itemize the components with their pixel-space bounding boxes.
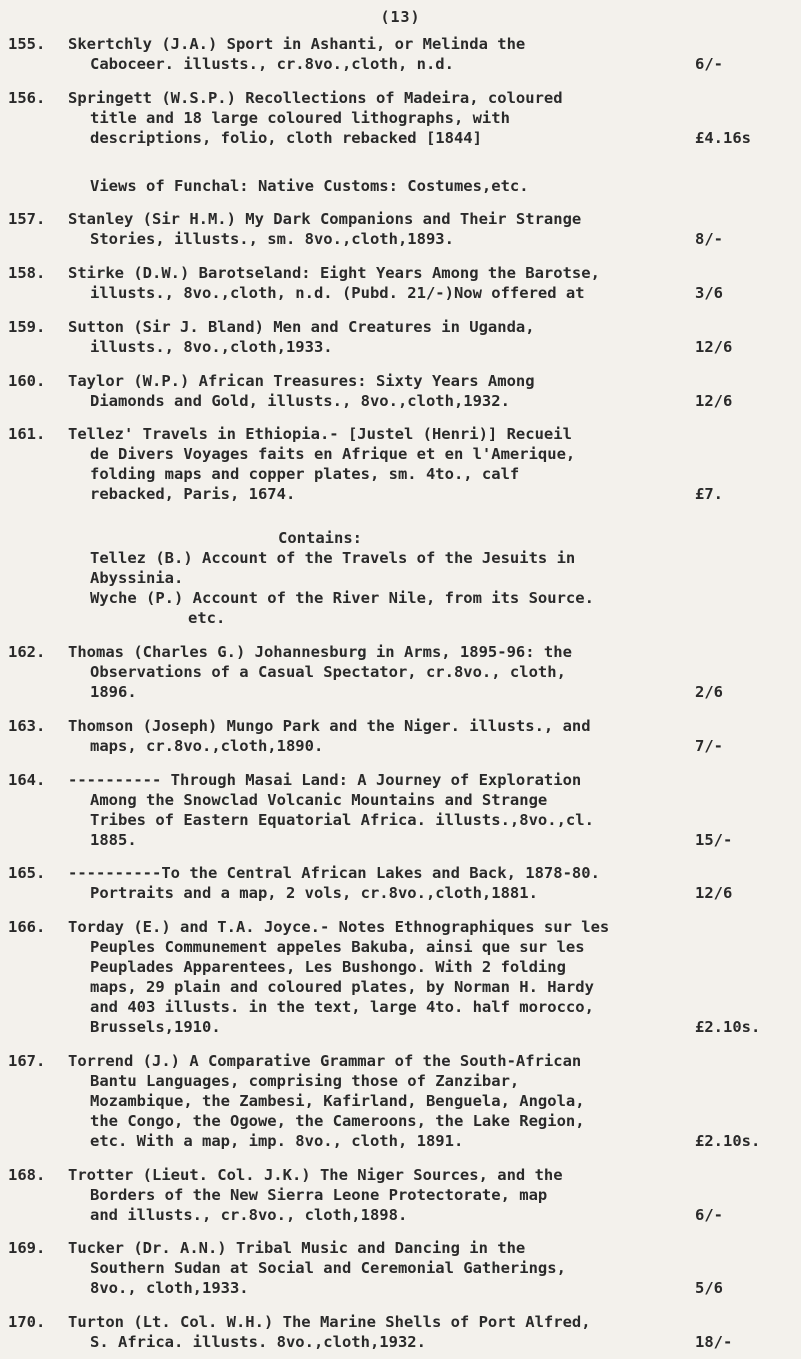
entry-line: etc. With a map, imp. 8vo., cloth, 1891. xyxy=(90,1131,464,1150)
entry-line: Tribes of Eastern Equatorial Africa. illusts.,8vo.,cl. xyxy=(90,810,594,829)
entry-line: and illusts., cr.8vo., cloth,1898. xyxy=(90,1205,408,1224)
entry-line: Stories, illusts., sm. 8vo.,cloth,1893. xyxy=(90,230,454,249)
entry-description xyxy=(68,917,693,1037)
entry-price: 5/6 xyxy=(695,1279,723,1298)
entry-line: S. Africa. illusts. 8vo.,cloth,1932. xyxy=(90,1333,426,1351)
entry-line: Skertchly (J.A.) Sport in Ashanti, or Melinda the xyxy=(68,35,526,53)
entry-line: Stanley (Sir H.M.) My Dark Companions and Their Strange xyxy=(68,210,582,229)
entry-price: 3/6 xyxy=(695,284,723,303)
entry-line: Portraits and a map, 2 vols, cr.8vo.,cloth,1881. xyxy=(90,884,538,903)
entry-price: 12/6 xyxy=(695,884,733,903)
entry-line: ---------- Through Masai Land: A Journey of Exploration xyxy=(68,770,582,789)
entry-number: 166. xyxy=(8,918,46,937)
contains-line: Abyssinia. xyxy=(90,569,184,588)
entry-line: and 403 illusts. in the text, large 4to. half morocco, xyxy=(90,998,594,1017)
entry-line: title and 18 large coloured lithographs, with xyxy=(90,108,510,127)
entry-description xyxy=(68,209,693,249)
entry-line: Brussels,1910. xyxy=(90,1018,221,1037)
entry-price: 18/- xyxy=(695,1333,733,1351)
entry-line: Tucker (Dr. A.N.) Tribal Music and Dancing in the xyxy=(68,1239,526,1258)
entry-price: 6/- xyxy=(695,55,723,73)
entry-description xyxy=(68,1312,693,1352)
entry-line: Thomas (Charles G.) Johannesburg in Arms, 1895-96: the xyxy=(68,643,572,662)
entry-line: 1885. xyxy=(90,830,137,849)
entry-price: 15/- xyxy=(695,830,733,849)
entry-description xyxy=(68,317,693,357)
entry-line: Bantu Languages, comprising those of Zanzibar, xyxy=(90,1071,520,1090)
entry-line: Southern Sudan at Social and Ceremonial Gatherings, xyxy=(90,1259,566,1278)
entry-line: Springett (W.S.P.) Recollections of Madeira, coloured xyxy=(68,88,563,107)
entry-number: 156. xyxy=(8,88,46,107)
entry-note: Views of Funchal: Native Customs: Costumes,etc. xyxy=(90,176,529,195)
entry-line: maps, 29 plain and coloured plates, by Norman H. Hardy xyxy=(90,978,594,997)
entry-line: Among the Snowclad Volcanic Mountains and Strange xyxy=(90,790,548,809)
entry-number: 169. xyxy=(8,1239,46,1258)
entry-line: Peuplades Apparentees, Les Bushongo. With 2 folding xyxy=(90,958,566,977)
entry-line: Stirke (D.W.) Barotseland: Eight Years Among the Barotse, xyxy=(68,264,600,283)
entry-line: Borders of the New Sierra Leone Protectorate, map xyxy=(90,1185,548,1204)
entry-line: Tellez' Travels in Ethiopia.- [Justel (Henri)] Recueil xyxy=(68,425,572,444)
contains-line: Tellez (B.) Account of the Travels of the Jesuits in xyxy=(90,549,576,568)
entry-description xyxy=(68,34,693,74)
entry-number: 164. xyxy=(8,770,46,789)
entry-line: Observations of a Casual Spectator, cr.8vo., cloth, xyxy=(90,663,566,682)
entry-line: ----------To the Central African Lakes and Back, 1878-80. xyxy=(68,864,600,883)
entry-description xyxy=(68,642,693,702)
entry-number: 158. xyxy=(8,264,46,283)
entry-line: de Divers Voyages faits en Afrique et en l'Amerique, xyxy=(90,445,576,464)
entry-number: 162. xyxy=(8,643,46,662)
entry-price: £2.10s. xyxy=(695,1131,761,1150)
entry-price: £2.10s. xyxy=(695,1018,761,1037)
entry-number: 170. xyxy=(8,1313,46,1331)
entry-description xyxy=(68,716,693,756)
entry-description xyxy=(68,863,693,903)
contains-line: Wyche (P.) Account of the River Nile, from its Source. xyxy=(90,589,594,608)
entry-line: 1896. xyxy=(90,683,137,702)
entry-price: 7/- xyxy=(695,736,723,755)
entry-line: Turton (Lt. Col. W.H.) The Marine Shells of Port Alfred, xyxy=(68,1313,591,1331)
entry-price: £4.16s xyxy=(695,128,751,147)
entry-line: Torrend (J.) A Comparative Grammar of the South-African xyxy=(68,1051,582,1070)
page-number: (13) xyxy=(380,8,421,26)
entry-number: 159. xyxy=(8,317,46,336)
entry-description xyxy=(68,424,693,628)
entry-line: 8vo., cloth,1933. xyxy=(90,1279,249,1298)
entry-line: illusts., 8vo.,cloth,1933. xyxy=(90,337,333,356)
entry-description xyxy=(68,1238,693,1298)
entry-line: Thomson (Joseph) Mungo Park and the Niger. illusts., and xyxy=(68,716,591,735)
entry-line: Taylor (W.P.) African Treasures: Sixty Years Among xyxy=(68,371,535,390)
entry-number: 155. xyxy=(8,35,46,53)
entry-line: Sutton (Sir J. Bland) Men and Creatures in Uganda, xyxy=(68,317,535,336)
entry-price: 6/- xyxy=(695,1205,723,1224)
entry-number: 161. xyxy=(8,425,46,444)
entry-line: Caboceer. illusts., cr.8vo.,cloth, n.d. xyxy=(90,55,454,73)
entry-line: Mozambique, the Zambesi, Kafirland, Benguela, Angola, xyxy=(90,1091,585,1110)
entry-line: Peuples Communement appeles Bakuba, ainsi que sur les xyxy=(90,938,585,957)
entry-line: maps, cr.8vo.,cloth,1890. xyxy=(90,736,324,755)
entry-line: Diamonds and Gold, illusts., 8vo.,cloth,1932. xyxy=(90,391,510,410)
entry-number: 163. xyxy=(8,716,46,735)
entry-number: 168. xyxy=(8,1165,46,1184)
entry-line: descriptions, folio, cloth rebacked [1844] xyxy=(90,128,482,147)
entry-line: Trotter (Lieut. Col. J.K.) The Niger Sources, and the xyxy=(68,1165,563,1184)
entry-number: 157. xyxy=(8,210,46,229)
entry-price: 12/6 xyxy=(695,337,733,356)
contains-heading: Contains: xyxy=(278,529,362,548)
entry-description xyxy=(68,371,693,411)
entry-line: illusts., 8vo.,cloth, n.d. (Pubd. 21/-)Now offered at xyxy=(90,284,585,303)
entry-description xyxy=(68,1051,693,1151)
entry-number: 167. xyxy=(8,1051,46,1070)
entry-price: £7. xyxy=(695,485,723,504)
entry-description xyxy=(68,1165,693,1225)
entry-description xyxy=(68,263,693,303)
entry-price: 8/- xyxy=(695,230,723,249)
entry-line: rebacked, Paris, 1674. xyxy=(90,485,296,504)
entry-price: 12/6 xyxy=(695,391,733,410)
entry-number: 165. xyxy=(8,864,46,883)
entry-line: Torday (E.) and T.A. Joyce.- Notes Ethnographiques sur les xyxy=(68,918,610,937)
entry-price: 2/6 xyxy=(695,683,723,702)
entry-description xyxy=(68,88,693,196)
entry-number: 160. xyxy=(8,371,46,390)
contains-line: etc. xyxy=(188,609,226,628)
entry-line: folding maps and copper plates, sm. 4to., calf xyxy=(90,465,520,484)
entry-description xyxy=(68,770,693,850)
entry-line: the Congo, the Ogowe, the Cameroons, the Lake Region, xyxy=(90,1111,585,1130)
